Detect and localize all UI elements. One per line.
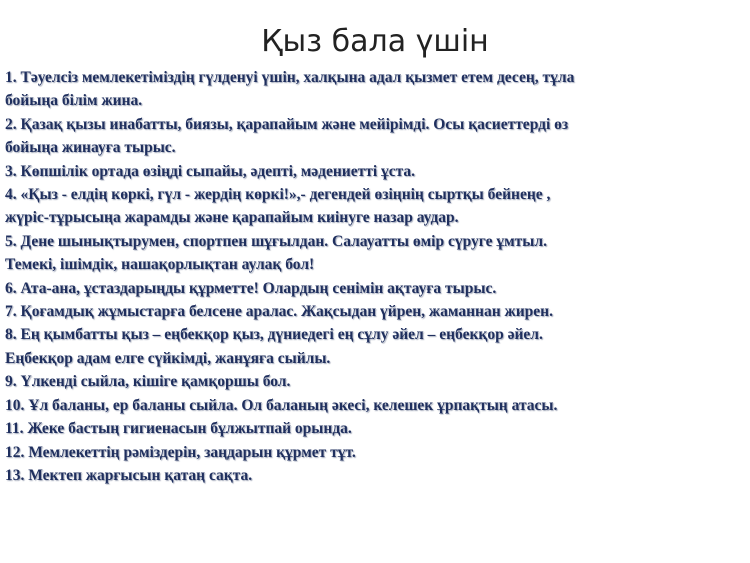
list-item-line: 4. «Қыз - елдің көркі, гүл - жердің көркі!»,- дегендей өзіңнің сыртқы бейнеңе , [5,186,551,204]
list-item-line: 5. Дене шынықтырумен, спортпен шұғылдан. Салауатты өмір сүруге ұмтыл. [5,232,547,250]
list-item [5,417,743,440]
list-item-line: 13. Мектеп жарғысын қатаң сақта. [5,466,253,484]
list-item-line: 9. Үлкенді сыйла, кішіге қамқоршы бол. [5,373,291,391]
list-item-line: 7. Қоғамдық жұмыстарға белсене аралас. Жақсыдан үйрен, жаманнан жирен. [5,303,553,321]
list-item [5,464,743,487]
list-item [5,277,743,300]
list-item [5,370,743,393]
list-item-line: 2. Қазақ қызы инабатты, биязы, қарапайым және мейірімді. Осы қасиеттерді өз [5,115,569,133]
rules-list [5,66,743,487]
list-item-line: 12. Мемлекеттің рәміздерін, заңдарын құрмет тұт. [5,443,356,461]
list-item [5,113,743,160]
list-item-line: бойыңа жинауға тырыс. [5,139,176,157]
list-item-line: бойыңа білім жина. [5,92,143,110]
list-item-line: Еңбекқор адам елге сүйкімді, жанұяға сыйлы. [5,349,331,367]
list-item [5,323,743,370]
list-item [5,183,743,230]
list-item-line: Темекі, ішімдік, нашақорлықтан аулақ бол! [5,256,315,274]
list-item [5,230,743,277]
slide-title: Қыз бала үшін [261,24,489,59]
list-item-line: 11. Жеке бастың гигиенасын бұлжытпай орында. [5,420,352,438]
list-item [5,300,743,323]
list-item-line: 3. Көпшілік ортада өзіңді сыпайы, әдепті, мәдениетті ұста. [5,162,416,180]
list-item [5,394,743,417]
list-item-line: 6. Ата-ана, ұстаздарыңды құрметте! Олардың сенімін ақтауға тырыс. [5,279,497,297]
list-item [5,441,743,464]
list-item [5,160,743,183]
list-item [5,66,743,113]
list-item-line: 10. Ұл баланы, ер баланы сыйла. Ол баланың әкесі, келешек ұрпақтың атасы. [5,396,558,414]
list-item-line: 1. Тәуелсіз мемлекетіміздің гүлденуі үшін, халқына адал қызмет етем десең, тұла [5,69,575,86]
list-item-line: 8. Ең қымбатты қыз – еңбекқор қыз, дүниедегі ең сұлу әйел – еңбекқор әйел. [5,326,543,344]
list-item-line: жүріс-тұрысыңа жарамды және қарапайым киінуге назар аудар. [5,209,459,227]
